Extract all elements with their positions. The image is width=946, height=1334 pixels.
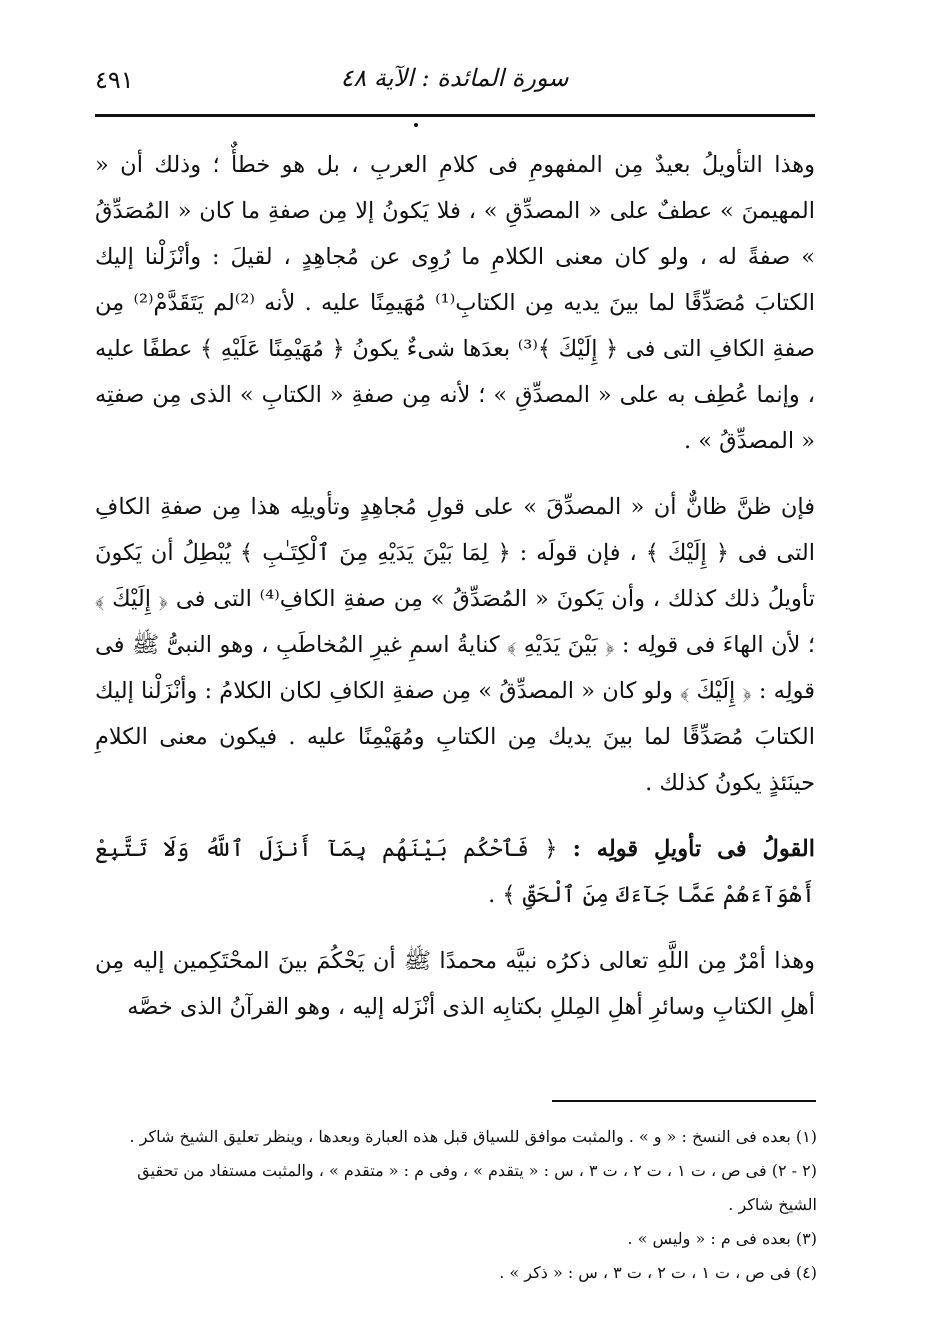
header-dot <box>414 123 418 127</box>
footnotes <box>95 1120 817 1290</box>
page-header <box>95 60 814 106</box>
footnote-1: (١) بعده فى النسخ : « و » . والمثبت موافق للسياق قبل هذه العبارة وبعدها ، وينظر تعليق الشيخ شاكر . <box>129 1127 817 1146</box>
paragraph-3: وهذا أمْرٌ مِن اللَّهِ تعالى ذكرُه نبيَّه محمدًا ﷺ أن يَحْكُمَ بينَ المحْتَكِمين إليه مِن أهلِ الكتابِ وسائرِ أهلِ المِللِ بكتابِه الذى أنْزَله إليه ، وهو القرآنُ الذى خصَّه <box>95 948 815 1020</box>
section-heading-paragraph <box>95 826 815 918</box>
footnote-2: (٢ - ٢) فى ص ، ت ١ ، ت ٢ ، ت ٣ ، س : « يتقدم » ، وفى م : « متقدم » ، والمثبت مستفاد من تحقيق الشيخ شاكر . <box>137 1161 817 1214</box>
footnote-4: (٤) فى ص ، ت ١ ، ت ٢ ، ت ٣ ، س : « ذكر » . <box>499 1263 817 1282</box>
running-title: سورة المائدة : الآية ٤٨ <box>340 64 569 92</box>
header-rule <box>95 114 815 117</box>
page-number: ٤٩١ <box>95 66 134 94</box>
section-heading: القولُ فى تأويلِ قولِه : <box>572 836 815 862</box>
quranic-verse: ﴿ فَٱحْكُم بَيْنَهُم بِمَآ أَنزَلَ ٱللَّهُ وَلَا تَتَّبِعْ أَهْوَآءَهُمْ عَمَّا جَآءَكَ مِنَ ٱلْحَقِّ ﴾ . <box>95 836 815 908</box>
body-text <box>95 142 815 1050</box>
paragraph-1: وهذا التأويلُ بعيدٌ مِن المفهومِ فى كلامِ العربِ ، بل هو خطأٌ ؛ وذلك أن « المهيمنَ » عطفٌ على « المصدِّقِ » ، فلا يَكونُ إلا مِن صفةِ ما كان « المُصَدِّقُ » صفةً له ، ولو كان معنى الكلامِ ما رُوِى عن مُجاهِدٍ ، لقيلَ : وأنْزَلْنا إليك الكتابَ مُصَدِّقًا لما بينَ يديه مِن الكتابِ⁽¹⁾ مُهَيمِنًا عليه . لأنه ⁽²⁾لم يَتَقَدَّمْ⁽²⁾ مِن صفةِ الكافِ التى فى ﴿ إِلَيْكَ ﴾⁽³⁾ بعدَها شىءٌ يكونُ ﴿ مُهَيْمِنًا عَلَيْهِ ﴾ عطفًا عليه ، وإنما عُطِف به على « المصدِّقِ » ؛ لأنه مِن صفةِ « الكتابِ » الذى مِن صفتِه « المصدِّقُ » . <box>95 152 816 454</box>
footnote-3: (٣) بعده فى م : « وليس » . <box>627 1229 817 1248</box>
footnote-rule <box>552 1100 816 1102</box>
paragraph-2: فإن ظنَّ ظانٌّ أن « المصدِّقَ » على قولِ مُجاهِدٍ وتأويلِه هذا مِن صفةِ الكافِ التى فى ﴿ إِلَيْكَ ﴾ ، فإن قولَه : ﴿ لِمَا بَيْنَ يَدَيْهِ مِنَ ٱلْكِتَـٰبِ ﴾ يُبْطِلُ أن يَكونَ تأويلُ ذلك كذلك ، وأن يَكونَ « المُصَدِّقُ » مِن صفةِ الكافِ⁽⁴⁾ التى فى ﴿ إِلَيْكَ ﴾ ؛ لأن الهاءَ فى قولِه : ﴿ بَيْنَ يَدَيْهِ ﴾ كنايةُ اسمِ غيرِ المُخاطَبِ ، وهو النبىُّ ﷺ فى قولِه : ﴿ إِلَيْكَ ﴾ ولو كان « المصدِّقُ » مِن صفةِ الكافِ لكان الكلامُ : وأنْزَلْنا إليك الكتابَ مُصَدِّقًا لما بينَ يديك مِن الكتابِ ومُهَيْمِنًا عليه . فيكون معنى الكلامِ حينَئذٍ يكونُ كذلك . <box>95 494 816 796</box>
